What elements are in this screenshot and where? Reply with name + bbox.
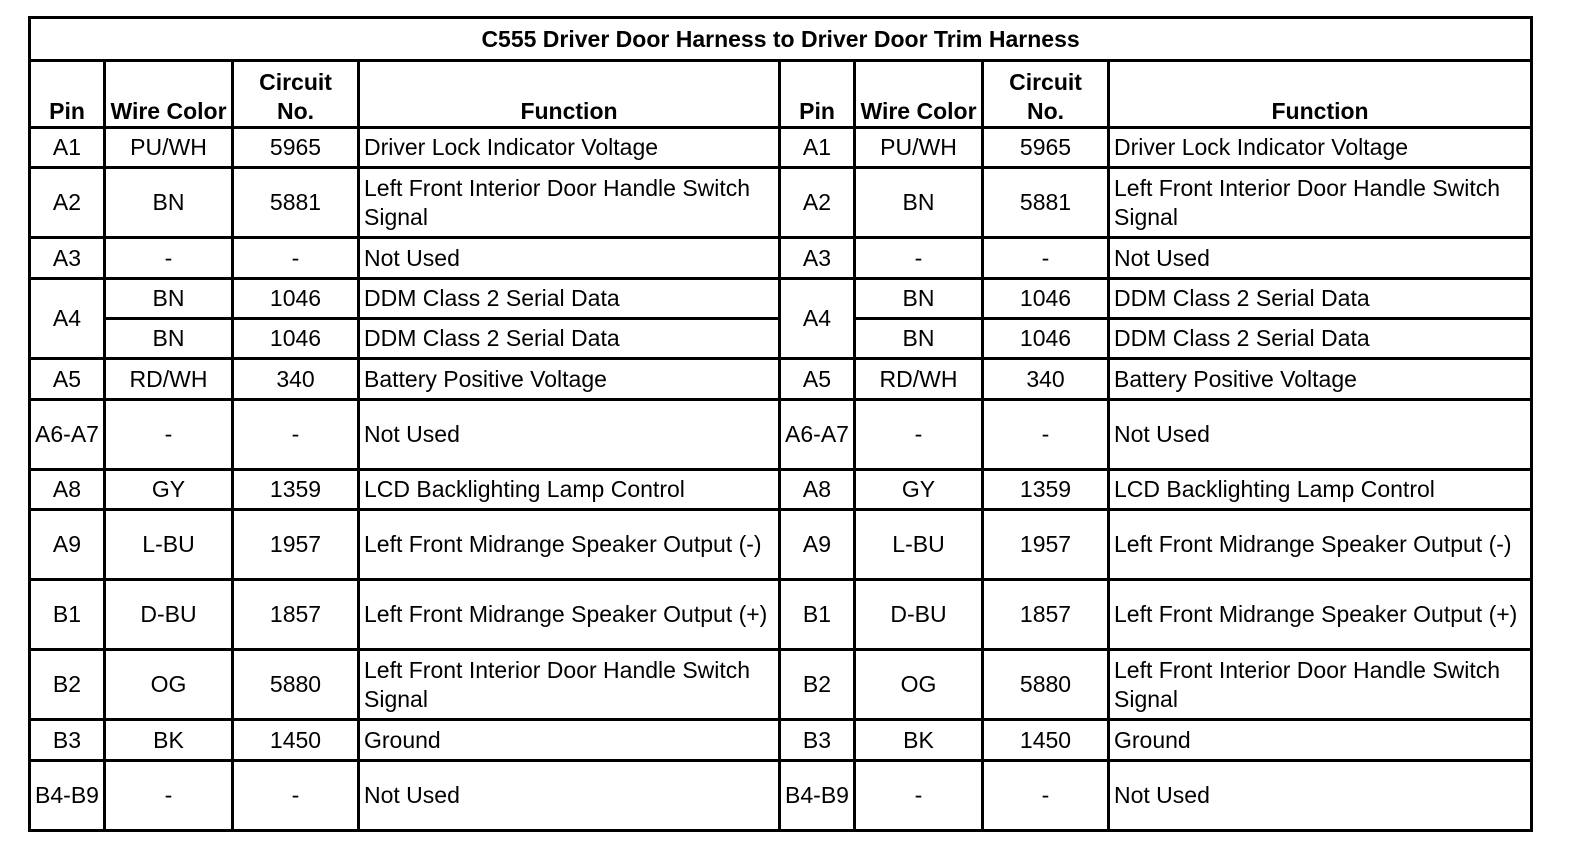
wire-color-cell: GY <box>105 469 233 509</box>
wire-color-cell: D-BU <box>105 580 233 650</box>
pin-cell: A6-A7 <box>780 399 855 469</box>
function-cell: Driver Lock Indicator Voltage <box>359 128 780 168</box>
wire-color-cell: BN <box>855 168 983 238</box>
pin-cell: A3 <box>780 238 855 278</box>
wire-color-cell: PU/WH <box>855 128 983 168</box>
circuit-cell: 1046 <box>233 319 359 359</box>
wire-color-cell: RD/WH <box>855 359 983 399</box>
circuit-cell: 1857 <box>983 580 1109 650</box>
pin-cell: B4-B9 <box>30 760 105 830</box>
wire-color-cell: BN <box>105 168 233 238</box>
table-row <box>30 760 1532 830</box>
function-cell: Not Used <box>1109 399 1532 469</box>
pin-cell: B4-B9 <box>780 760 855 830</box>
circuit-cell: 5965 <box>983 128 1109 168</box>
function-cell: DDM Class 2 Serial Data <box>359 319 780 359</box>
pin-cell: A2 <box>780 168 855 238</box>
wire-color-cell: BN <box>855 319 983 359</box>
wire-color-cell: - <box>105 760 233 830</box>
header-row <box>30 61 1532 128</box>
table-row <box>30 359 1532 399</box>
pin-cell: A2 <box>30 168 105 238</box>
function-cell: Left Front Midrange Speaker Output (+) <box>1109 580 1532 650</box>
function-cell: Ground <box>1109 720 1532 760</box>
function-cell: DDM Class 2 Serial Data <box>1109 319 1532 359</box>
pin-cell: A5 <box>30 359 105 399</box>
circuit-cell: 1359 <box>233 469 359 509</box>
header-pin: Pin <box>780 61 855 128</box>
wire-color-cell: RD/WH <box>105 359 233 399</box>
circuit-cell: 1957 <box>233 510 359 580</box>
circuit-cell: 1046 <box>233 278 359 318</box>
circuit-cell: - <box>233 238 359 278</box>
circuit-cell: 1857 <box>233 580 359 650</box>
wire-color-cell: - <box>855 238 983 278</box>
wire-color-cell: - <box>855 399 983 469</box>
wire-color-cell: OG <box>855 650 983 720</box>
function-cell: Left Front Interior Door Handle Switch Signal <box>359 168 780 238</box>
function-cell: DDM Class 2 Serial Data <box>359 278 780 318</box>
function-cell: Not Used <box>359 399 780 469</box>
circuit-cell: 340 <box>233 359 359 399</box>
circuit-cell: 5880 <box>233 650 359 720</box>
wire-color-cell: BN <box>105 319 233 359</box>
circuit-cell: 1450 <box>983 720 1109 760</box>
wire-color-cell: OG <box>105 650 233 720</box>
function-cell: Not Used <box>359 238 780 278</box>
pin-cell: B1 <box>780 580 855 650</box>
header-circuit-no: Circuit No. <box>233 61 359 128</box>
wire-color-cell: BN <box>105 278 233 318</box>
table-row <box>30 720 1532 760</box>
pin-cell: A9 <box>30 510 105 580</box>
wire-color-cell: L-BU <box>105 510 233 580</box>
table-row <box>30 128 1532 168</box>
wire-color-cell: PU/WH <box>105 128 233 168</box>
pin-cell: B3 <box>30 720 105 760</box>
wire-color-cell: BK <box>105 720 233 760</box>
circuit-cell: - <box>983 760 1109 830</box>
function-cell: Ground <box>359 720 780 760</box>
function-cell: LCD Backlighting Lamp Control <box>1109 469 1532 509</box>
function-cell: Not Used <box>1109 760 1532 830</box>
circuit-cell: 1359 <box>983 469 1109 509</box>
pin-cell: A8 <box>780 469 855 509</box>
table-row <box>30 278 1532 318</box>
circuit-cell: - <box>233 399 359 469</box>
wire-color-cell: - <box>105 399 233 469</box>
pin-cell: A5 <box>780 359 855 399</box>
function-cell: Left Front Midrange Speaker Output (-) <box>359 510 780 580</box>
function-cell: Left Front Interior Door Handle Switch Signal <box>1109 168 1532 238</box>
circuit-cell: 340 <box>983 359 1109 399</box>
pin-cell: A1 <box>780 128 855 168</box>
circuit-cell: - <box>983 399 1109 469</box>
table-row <box>30 510 1532 580</box>
function-cell: Left Front Midrange Speaker Output (-) <box>1109 510 1532 580</box>
wire-color-cell: GY <box>855 469 983 509</box>
function-cell: Battery Positive Voltage <box>1109 359 1532 399</box>
circuit-cell: 5880 <box>983 650 1109 720</box>
function-cell: LCD Backlighting Lamp Control <box>359 469 780 509</box>
header-pin: Pin <box>30 61 105 128</box>
table-row <box>30 469 1532 509</box>
table-row <box>30 238 1532 278</box>
function-cell: Left Front Midrange Speaker Output (+) <box>359 580 780 650</box>
wire-color-cell: - <box>855 760 983 830</box>
function-cell: DDM Class 2 Serial Data <box>1109 278 1532 318</box>
function-cell: Battery Positive Voltage <box>359 359 780 399</box>
pinout-table <box>28 16 1533 832</box>
header-circuit-no: Circuit No. <box>983 61 1109 128</box>
wire-color-cell: L-BU <box>855 510 983 580</box>
circuit-cell: 1046 <box>983 319 1109 359</box>
table-row <box>30 168 1532 238</box>
pin-cell: A4 <box>30 278 105 359</box>
pin-cell: A6-A7 <box>30 399 105 469</box>
circuit-cell: - <box>983 238 1109 278</box>
wire-color-cell: BK <box>855 720 983 760</box>
pin-cell: B3 <box>780 720 855 760</box>
pin-cell: A1 <box>30 128 105 168</box>
table-row <box>30 399 1532 469</box>
table-row <box>30 580 1532 650</box>
circuit-cell: - <box>233 760 359 830</box>
pin-cell: A3 <box>30 238 105 278</box>
pin-cell: A8 <box>30 469 105 509</box>
table-row <box>30 650 1532 720</box>
wire-color-cell: D-BU <box>855 580 983 650</box>
pin-cell: B2 <box>30 650 105 720</box>
wire-color-cell: BN <box>855 278 983 318</box>
header-function: Function <box>359 61 780 128</box>
function-cell: Left Front Interior Door Handle Switch Signal <box>1109 650 1532 720</box>
pin-cell: A4 <box>780 278 855 359</box>
table-title: C555 Driver Door Harness to Driver Door Trim Harness <box>30 18 1532 61</box>
circuit-cell: 1957 <box>983 510 1109 580</box>
function-cell: Not Used <box>359 760 780 830</box>
function-cell: Left Front Interior Door Handle Switch Signal <box>359 650 780 720</box>
header-wire-color: Wire Color <box>105 61 233 128</box>
circuit-cell: 5965 <box>233 128 359 168</box>
function-cell: Driver Lock Indicator Voltage <box>1109 128 1532 168</box>
header-wire-color: Wire Color <box>855 61 983 128</box>
function-cell: Not Used <box>1109 238 1532 278</box>
circuit-cell: 1450 <box>233 720 359 760</box>
header-function: Function <box>1109 61 1532 128</box>
circuit-cell: 5881 <box>233 168 359 238</box>
pin-cell: B1 <box>30 580 105 650</box>
circuit-cell: 5881 <box>983 168 1109 238</box>
wire-color-cell: - <box>105 238 233 278</box>
pin-cell: A9 <box>780 510 855 580</box>
pin-cell: B2 <box>780 650 855 720</box>
circuit-cell: 1046 <box>983 278 1109 318</box>
